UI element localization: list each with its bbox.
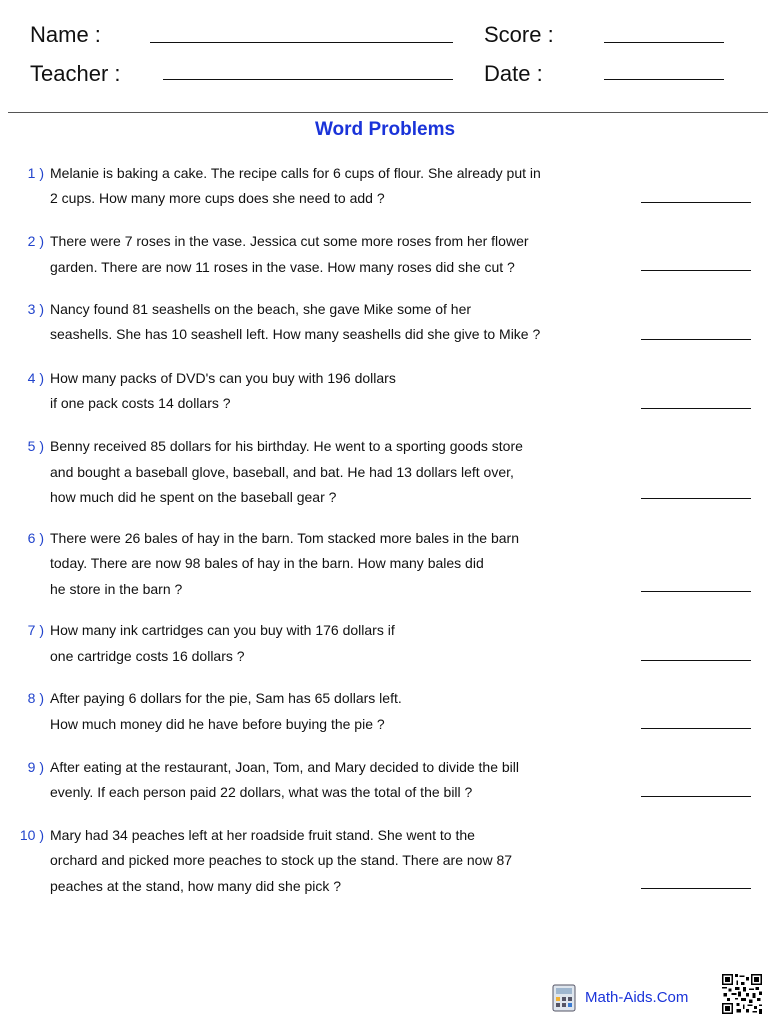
question-text: and bought a baseball glove, baseball, and bat. He had 13 dollars left over, xyxy=(50,464,514,480)
answer-blank[interactable] xyxy=(641,888,751,889)
score-line xyxy=(604,42,724,43)
question-text: After paying 6 dollars for the pie, Sam has 65 dollars left. xyxy=(50,690,402,706)
question-number: 8 ) xyxy=(27,690,44,706)
header-divider xyxy=(8,112,768,113)
question-text: if one pack costs 14 dollars ? xyxy=(50,395,231,411)
question-number: 7 ) xyxy=(27,622,44,638)
question-text: How much money did he have before buying the pie ? xyxy=(50,716,385,732)
question-number: 10 ) xyxy=(19,827,44,843)
question-text: How many packs of DVD's can you buy with 196 dollars xyxy=(50,370,396,386)
answer-blank[interactable] xyxy=(641,660,751,661)
calculator-icon xyxy=(552,984,576,1012)
question-number: 2 ) xyxy=(27,233,44,249)
question-text: he store in the barn ? xyxy=(50,581,183,597)
question-number: 5 ) xyxy=(27,438,44,454)
question-number: 3 ) xyxy=(27,301,44,317)
question-text: how much did he spent on the baseball gear ? xyxy=(50,489,337,505)
question-number: 1 ) xyxy=(27,165,44,181)
question-text: orchard and picked more peaches to stock up the stand. There are now 87 xyxy=(50,852,513,868)
question-text: today. There are now 98 bales of hay in the barn. How many bales did xyxy=(50,555,484,571)
question-number: 9 ) xyxy=(27,759,44,775)
question-number: 4 ) xyxy=(27,370,44,386)
answer-blank[interactable] xyxy=(641,339,751,340)
question-text: How many ink cartridges can you buy with 176 dollars if xyxy=(50,622,395,638)
answer-blank[interactable] xyxy=(641,408,751,409)
qr-code-icon xyxy=(722,974,762,1014)
question-number: 6 ) xyxy=(27,530,44,546)
date-label: Date : xyxy=(484,61,543,86)
page-title: Word Problems xyxy=(314,119,456,140)
question-text: After eating at the restaurant, Joan, Tom, and Mary decided to divide the bill xyxy=(50,759,520,775)
answer-blank[interactable] xyxy=(641,498,751,499)
question-text: one cartridge costs 16 dollars ? xyxy=(50,648,245,664)
question-text: peaches at the stand, how many did she pick ? xyxy=(50,878,342,894)
question-text: There were 26 bales of hay in the barn. Tom stacked more bales in the barn xyxy=(50,530,520,546)
answer-blank[interactable] xyxy=(641,202,751,203)
answer-blank[interactable] xyxy=(641,796,751,797)
score-label: Score : xyxy=(484,22,554,47)
question-text: seashells. She has 10 seashell left. How many seashells did she give to Mike ? xyxy=(50,326,541,342)
question-text: garden. There are now 11 roses in the vase. How many roses did she cut ? xyxy=(50,259,515,275)
date-line xyxy=(604,79,724,80)
footer xyxy=(552,984,767,1018)
teacher-line xyxy=(163,79,453,80)
question-text: Benny received 85 dollars for his birthday. He went to a sporting goods store xyxy=(50,438,523,454)
brand-link[interactable]: Math-Aids.Com xyxy=(585,989,689,1006)
answer-blank[interactable] xyxy=(641,728,751,729)
answer-blank[interactable] xyxy=(641,591,751,592)
question-text: evenly. If each person paid 22 dollars, what was the total of the bill ? xyxy=(50,784,473,800)
question-text: 2 cups. How many more cups does she need to add ? xyxy=(50,190,385,206)
question-text: There were 7 roses in the vase. Jessica cut some more roses from her flower xyxy=(50,233,529,249)
answer-blank[interactable] xyxy=(641,270,751,271)
teacher-label: Teacher : xyxy=(30,61,121,86)
question-text: Nancy found 81 seashells on the beach, she gave Mike some of her xyxy=(50,301,472,317)
question-text: Melanie is baking a cake. The recipe calls for 6 cups of flour. She already put in xyxy=(50,165,541,181)
name-label: Name : xyxy=(30,22,101,47)
question-text: Mary had 34 peaches left at her roadside fruit stand. She went to the xyxy=(50,827,475,843)
name-line xyxy=(150,42,453,43)
